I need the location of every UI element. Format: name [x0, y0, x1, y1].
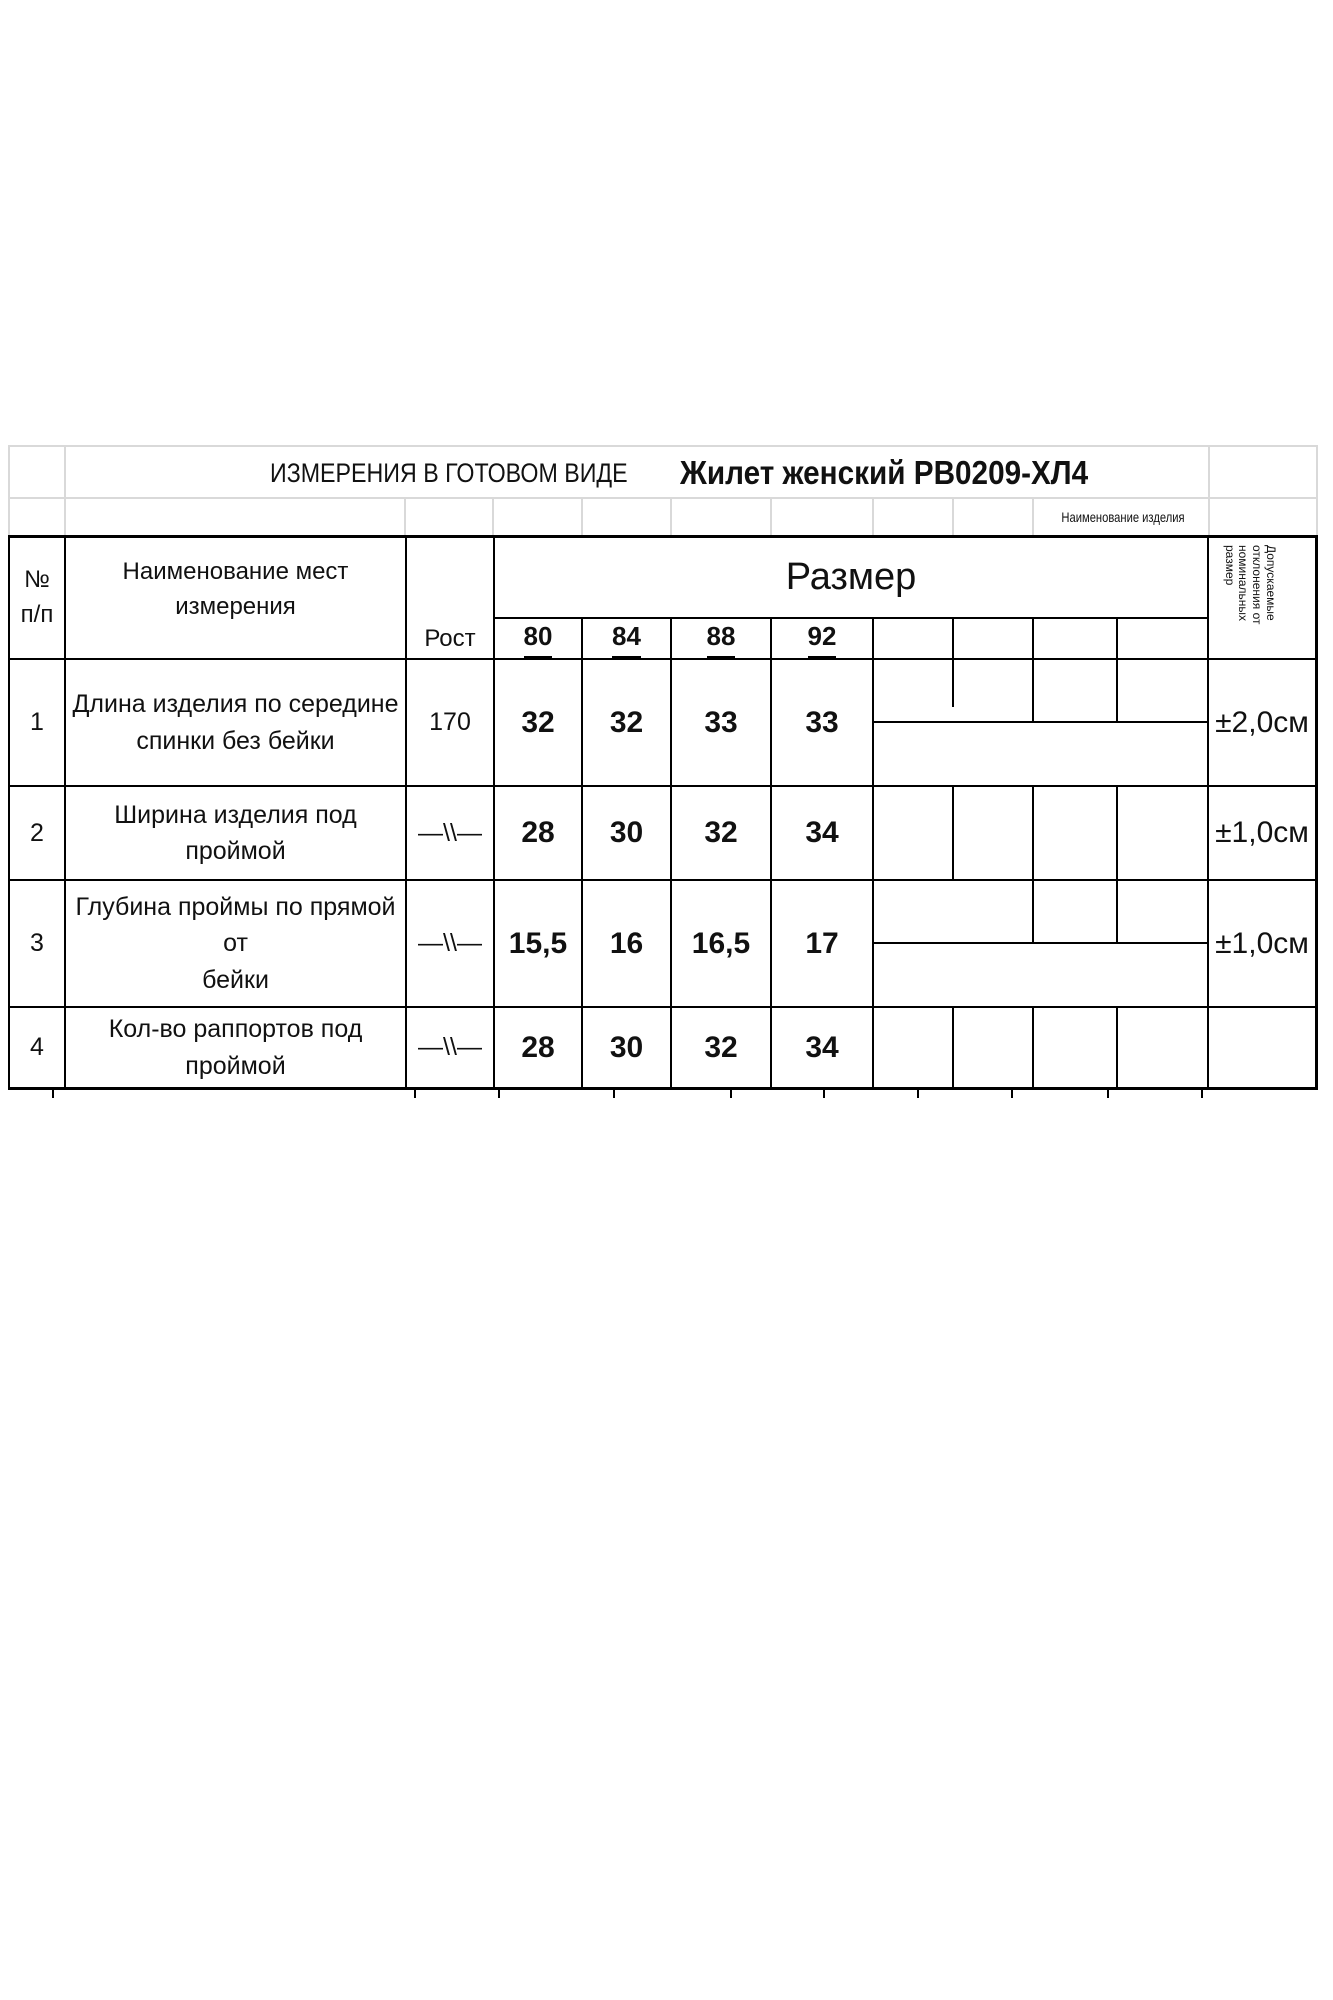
- number-header: № п/п: [20, 566, 54, 628]
- row-height: —\\—: [418, 929, 482, 958]
- row-value: 34: [805, 816, 839, 850]
- sheet-title: ИЗМЕРЕНИЯ В ГОТОВОМ ВИДЕ: [270, 458, 628, 489]
- row-tolerance: [1209, 1008, 1315, 1087]
- row-tolerance: ±2,0см: [1215, 705, 1309, 739]
- row-height: —\\—: [418, 1033, 482, 1062]
- row-value: 16: [609, 926, 644, 960]
- row-value: 28: [521, 1030, 555, 1064]
- size-header: 88: [672, 619, 770, 658]
- row-number: 3: [30, 929, 44, 958]
- tolerance-header: Допускаемые отклонения от номинальных размер: [1222, 545, 1278, 625]
- row-value: 16,5: [691, 926, 751, 960]
- row-height: —\\—: [418, 818, 482, 847]
- product-name: Жилет женский РВ0209-ХЛ4: [680, 454, 1089, 492]
- row-value: 32: [704, 816, 738, 850]
- size-header: 84: [583, 619, 670, 658]
- size-header: 80: [495, 619, 581, 658]
- row-value: 30: [609, 816, 644, 850]
- row-height: 170: [429, 708, 471, 737]
- size-group-header: Размер: [785, 555, 917, 598]
- row-number: 1: [30, 708, 44, 737]
- measure-place-header: Наименование мест измерения: [122, 558, 349, 620]
- row-measure-name: Глубина проймы по прямой от бейки: [75, 893, 396, 994]
- row-measure-name: Ширина изделия под проймой: [114, 800, 357, 865]
- row-value: 34: [805, 1030, 839, 1064]
- row-number: 4: [30, 1033, 44, 1062]
- measurement-sheet: [8, 445, 1318, 1103]
- row-value: 33: [805, 705, 839, 739]
- row-value: 32: [521, 705, 555, 739]
- product-caption: Наименование изделия: [1061, 508, 1185, 525]
- row-value: 32: [704, 1030, 738, 1064]
- row-number: 2: [30, 818, 44, 847]
- row-measure-name: Кол-во раппортов под проймой: [108, 1015, 363, 1080]
- row-value: 32: [609, 705, 644, 739]
- row-value: 15,5: [508, 926, 568, 960]
- size-header: 92: [772, 619, 872, 658]
- row-tolerance: ±1,0см: [1215, 926, 1309, 960]
- row-value: 28: [521, 816, 555, 850]
- row-value: 17: [805, 926, 839, 960]
- row-value: 30: [609, 1030, 644, 1064]
- row-measure-name: Длина изделия по середине спинки без бейки: [72, 690, 399, 755]
- row-value: 33: [704, 705, 738, 739]
- row-tolerance: ±1,0см: [1215, 816, 1309, 850]
- height-header: Рост: [424, 624, 476, 652]
